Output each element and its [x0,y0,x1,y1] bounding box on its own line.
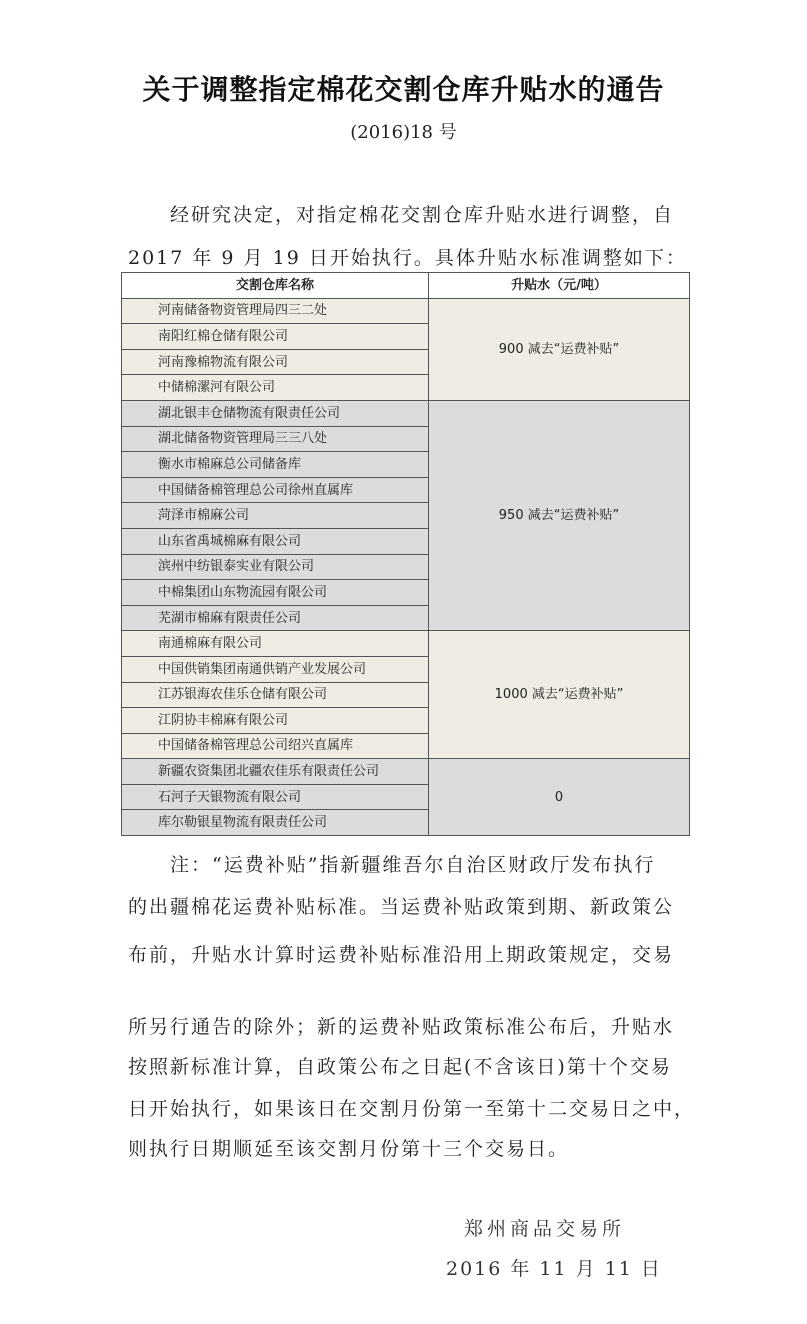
warehouse-name-cell: 河南储备物资管理局四三二处 [122,298,429,324]
issue-date: 2016 年 11 月 11 日 [446,1258,662,1280]
table-row [122,759,690,785]
document-number: (2016)18 号 [350,122,457,143]
table-header-row [122,273,690,299]
warehouse-name-cell: 南通棉麻有限公司 [122,631,429,657]
warehouse-name-cell: 中国供销集团南通供销产业发展公司 [122,656,429,682]
adjustment-cell: 900 减去“运费补贴” [429,298,690,400]
warehouse-name-cell: 江阴协丰棉麻有限公司 [122,708,429,734]
note-line: 按照新标准计算，自政策公布之日起(不含该日)第十个交易 [128,1056,672,1078]
header-warehouse-name: 交割仓库名称 [122,273,429,299]
warehouse-adjustment-table [121,272,690,836]
adjustment-cell: 0 [429,759,690,836]
warehouse-name-cell: 滨州中纺银泰实业有限公司 [122,554,429,580]
warehouse-name-cell: 菏泽市棉麻公司 [122,503,429,529]
intro-line: 经研究决定，对指定棉花交割仓库升贴水进行调整，自 [128,204,675,226]
header-adjustment: 升贴水（元/吨） [429,273,690,299]
note-line: 布前，升贴水计算时运费补贴标准沿用上期政策规定，交易 [128,944,675,966]
table-row [122,298,690,324]
warehouse-name-cell: 中棉集团山东物流园有限公司 [122,580,429,606]
note-line: 所另行通告的除外；新的运费补贴政策标准公布后，升贴水 [128,1016,675,1038]
note-line: 则执行日期顺延至该交割月份第十三个交易日。 [128,1138,570,1160]
warehouse-name-cell: 湖北储备物资管理局三三八处 [122,426,429,452]
intro-line: 2017 年 9 月 19 日开始执行。具体升贴水标准调整如下： [128,247,687,269]
note-line: 日开始执行，如果该日在交割月份第一至第十二交易日之中， [128,1098,696,1120]
warehouse-name-cell: 石河子天银物流有限公司 [122,784,429,810]
warehouse-name-cell: 新疆农资集团北疆农佳乐有限责任公司 [122,759,429,785]
table-body [122,298,690,835]
notice-title: 关于调整指定棉花交割仓库升贴水的通告 [142,73,665,106]
warehouse-name-cell: 中储棉漯河有限公司 [122,375,429,401]
warehouse-name-cell: 库尔勒银星物流有限责任公司 [122,810,429,836]
table-row [122,400,690,426]
issuer-name: 郑州商品交易所 [464,1218,626,1240]
note-line: 注：“运费补贴”指新疆维吾尔自治区财政厅发布执行 [128,854,656,876]
warehouse-name-cell: 河南豫棉物流有限公司 [122,349,429,375]
adjustment-cell: 950 减去“运费补贴” [429,400,690,630]
warehouse-name-cell: 衡水市棉麻总公司储备库 [122,452,429,478]
warehouse-name-cell: 芜湖市棉麻有限责任公司 [122,605,429,631]
warehouse-name-cell: 湖北银丰仓储物流有限责任公司 [122,400,429,426]
warehouse-name-cell: 江苏银海农佳乐仓储有限公司 [122,682,429,708]
note-line: 的出疆棉花运费补贴标准。当运费补贴政策到期、新政策公 [128,896,675,918]
warehouse-name-cell: 山东省禹城棉麻有限公司 [122,528,429,554]
warehouse-name-cell: 中国储备棉管理总公司绍兴直属库 [122,733,429,759]
warehouse-name-cell: 南阳红棉仓储有限公司 [122,324,429,350]
table-row [122,631,690,657]
adjustment-cell: 1000 减去“运费补贴” [429,631,690,759]
warehouse-name-cell: 中国储备棉管理总公司徐州直属库 [122,477,429,503]
